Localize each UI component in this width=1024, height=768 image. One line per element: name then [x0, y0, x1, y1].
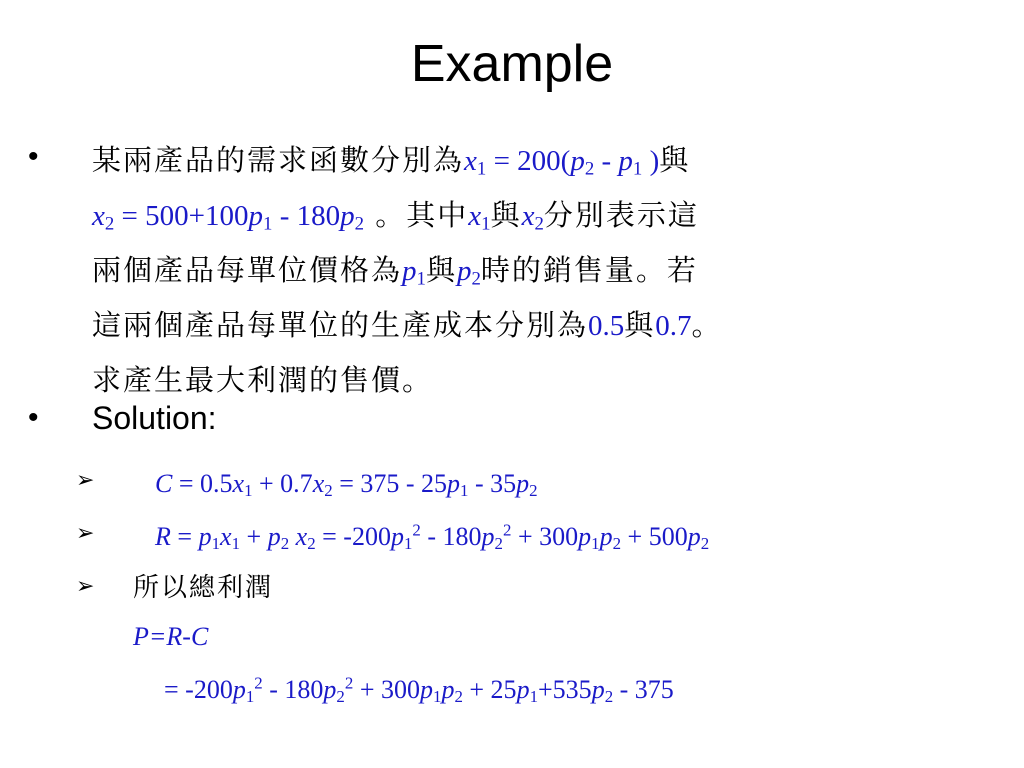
revenue-equation: $R = p_1x_1 + p_2$ $x_2 = -200p_1^2 - 180p_2^2 + 300p_1p_2 + 500p_2$ [155, 520, 710, 554]
cost-value-1: 0.5 [588, 310, 625, 342]
problem-line-1 [92, 133, 1017, 188]
demand-equation-2: $x_2 = 500+100p_1 - 180p_2$ [92, 200, 365, 235]
problem-text: 某兩產品的需求函數分別為 [92, 143, 465, 177]
variable-x1: $x_1$ [468, 200, 491, 235]
solution-label: Solution: [92, 400, 217, 436]
profit-definition: P=R-C [133, 622, 209, 651]
arrow-bullet-icon: ➢ [76, 521, 95, 546]
variable-p2: $p_2$ [456, 255, 481, 290]
slide-title: Example [410, 35, 614, 93]
problem-statement [92, 133, 1017, 408]
cost-equation: $C = 0.5x_1 + 0.7x_2 = 375 - 25p_1 - 35p_2$ [155, 469, 538, 501]
demand-equation-1: $x_1 = 200(p_2 - p_1$ ) [464, 145, 660, 180]
cost-value-2: 0.7 [655, 310, 692, 342]
arrow-bullet-icon: ➢ [76, 468, 95, 493]
conjunction-text: 與 [659, 143, 691, 177]
bullet-marker: • [28, 140, 39, 173]
problem-line-3 [92, 243, 1017, 298]
problem-text: 。其中 [364, 198, 469, 232]
problem-text: 這兩個產品每單位的生產成本分別為 [92, 308, 589, 342]
variable-x2: $x_2$ [521, 200, 544, 235]
conjunction-text: 與 [425, 253, 457, 287]
problem-text: 時的銷售量。若 [480, 253, 698, 287]
profit-label: 所以總利潤 [133, 573, 274, 603]
problem-line-2 [92, 188, 1017, 243]
problem-line-5 [92, 353, 1017, 408]
bullet-marker: • [28, 401, 39, 434]
variable-p1: $p_1$ [402, 255, 426, 290]
problem-text: 分別表示這 [543, 198, 699, 232]
conjunction-text: 與 [490, 198, 522, 232]
problem-line-4 [92, 298, 1017, 353]
profit-equation: = $-200p_1^2 - 180p_2^2 + 300p_1p_2 + 25p_1+535p_2 - 375$ [164, 673, 674, 707]
conjunction-text: 與 [624, 308, 656, 342]
problem-text: 兩個產品每單位價格為 [92, 253, 403, 287]
problem-text: 。 [691, 308, 723, 342]
problem-text: 求產生最大利潤的售價。 [92, 363, 434, 397]
arrow-bullet-icon: ➢ [76, 574, 95, 599]
